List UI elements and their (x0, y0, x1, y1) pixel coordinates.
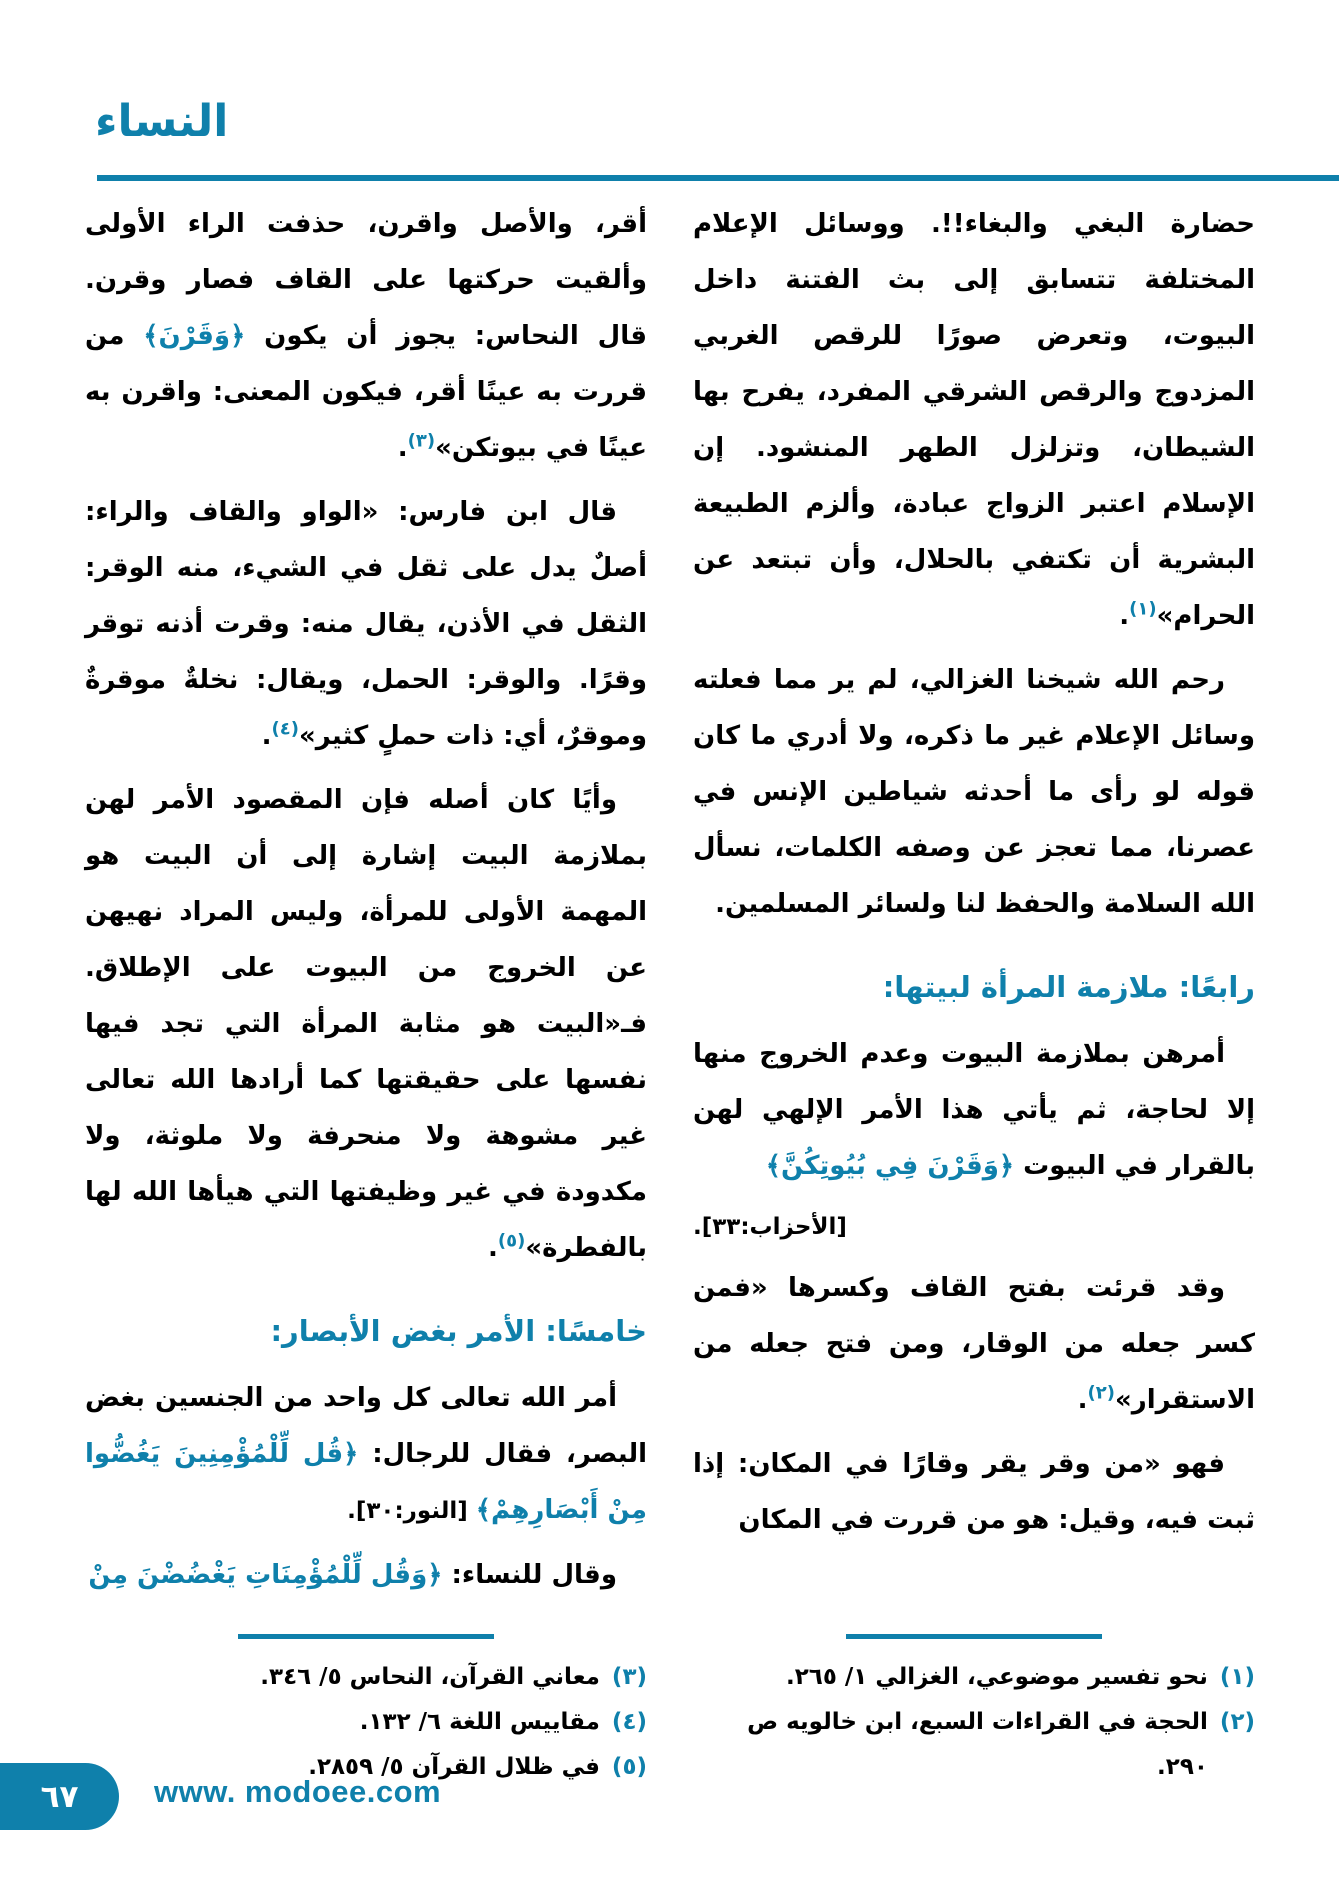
quran-verse: ﴿وَقَرْنَ﴾ (143, 321, 246, 351)
text-run: أمرهن بملازمة البيوت وعدم الخروج منها إلا لحاجة، ثم يأتي هذا الأمر الإلهي لهن بالقرار في البيوت (693, 1039, 1255, 1181)
footnote-number: (٥) (611, 1754, 647, 1780)
footnote-marker: (٣) (407, 430, 436, 452)
footnote-number: (٣) (611, 1664, 647, 1690)
footnote-text: الحجة في القراءات السبع، ابن خالويه ص ٢٩٠. (747, 1709, 1208, 1780)
text-columns (84, 196, 1255, 1790)
quran-verse: ﴿وَقُل لِّلْمُؤْمِنَاتِ يَغْضُضْنَ مِنْ (88, 1560, 443, 1590)
body-paragraph (85, 484, 647, 764)
footnote (693, 1655, 1255, 1700)
website-url: www. modoee.com (154, 1774, 442, 1809)
footnote-separator (238, 1634, 494, 1639)
page-header (0, 0, 1339, 185)
footnotes (693, 1628, 1255, 1790)
footnote-number: (١) (1219, 1664, 1255, 1690)
body-paragraph (85, 1370, 647, 1539)
page-number: ٦٧ (40, 1778, 79, 1815)
body-paragraph (85, 1547, 647, 1603)
body-paragraph (693, 1026, 1255, 1194)
text-run: رحم الله شيخنا الغزالي، لم ير مما فعلته وسائل الإعلام غير ما ذكره، ولا أدري ما كان قوله لو رأى ما أحدثه شياطين الإنس في عصرنا، مما تعجز عن وصفه الكلمات، نسأل الله السلامة والحفظ لنا ولسائر المسلمين. (693, 665, 1255, 919)
verse-citation: [النور:٣٠]. (347, 1498, 476, 1524)
text-run: . (1077, 1385, 1088, 1415)
footnotes (85, 1628, 647, 1790)
text-run: وأيًا كان أصله فإن المقصود الأمر لهن بملازمة البيت إشارة إلى أن البيت هو المهمة الأولى للمرأة، وليس المراد نهيهن عن الخروج من البيوت على الإطلاق. فـ«البيت هو مثابة المرأة التي تجد فيها نفسها على حقيقتها كما أرادها الله تعالى غير مشوهة ولا منحرفة ولا ملوثة، ولا مكدودة في غير وظيفتها التي هيأها الله لها بالفطرة» (85, 785, 647, 1263)
footnote-marker: (٤) (271, 718, 299, 740)
footnote-marker: (٢) (1087, 1382, 1115, 1404)
body-paragraph (693, 196, 1255, 644)
footnote-text: نحو تفسير موضوعي، الغزالي ١/ ٢٦٥. (786, 1664, 1208, 1690)
text-run: من قررت به عينًا أقر، فيكون المعنى: واقرن به عينًا في بيوتكن» (85, 321, 647, 463)
running-title: النساء (95, 96, 229, 147)
header-rule (97, 175, 1339, 181)
footnote (85, 1700, 647, 1745)
right-column (693, 196, 1255, 1790)
body-paragraph (693, 1436, 1255, 1548)
footnote-marker: (١) (1129, 598, 1157, 620)
section-heading: رابعًا: ملازمة المرأة لبيتها: (882, 970, 1255, 1004)
text-run: وقال للنساء: (442, 1560, 617, 1590)
footnote-text: في ظلال القرآن ٥/ ٢٨٥٩. (308, 1754, 600, 1780)
text-run: . (261, 721, 272, 751)
body-paragraph (693, 1260, 1255, 1428)
footnote-marker: (٥) (497, 1230, 526, 1252)
text-run: قال ابن فارس: «الواو والقاف والراء: أصلٌ يدل على ثقل في الشيء، منه الوقر: الثقل في الأذن، يقال منه: وقرت أذنه توقر وقرًا. والوقر: الحمل، ويقال: نخلةٌ موقرةٌ وموقرٌ، أي: ذات حملٍ كثير» (85, 497, 647, 751)
text-run: حضارة البغي والبغاء!!. ووسائل الإعلام المختلفة تتسابق إلى بث الفتنة داخل البيوت، وتعرض صورًا للرقص الغربي المزدوج والرقص الشرقي المفرد، يفرح بها الشيطان، وتزلزل الطهر المنشود. إن الإسلام اعتبر الزواج عبادة، وألزم الطبيعة البشرية أن تكتفي بالحلال، وأن تبتعد عن الحرام» (693, 209, 1255, 631)
quran-verse: ﴿قُل لِّلْمُؤْمِنِينَ يَغُضُّوا مِنْ أَبْصَارِهِمْ﴾ (85, 1439, 647, 1525)
body-paragraph (693, 652, 1255, 932)
footnote (693, 1700, 1255, 1790)
body-paragraph (85, 196, 647, 476)
text-run: وقد قرئت بفتح القاف وكسرها «فمن كسر جعله من الوقار، ومن فتح جعله من الاستقرار» (693, 1273, 1255, 1415)
footnote (85, 1655, 647, 1700)
text-run: . (487, 1233, 498, 1263)
text-run: . (1119, 601, 1130, 631)
footnote-separator (846, 1634, 1102, 1639)
footnote-number: (٢) (1219, 1709, 1255, 1735)
text-run: . (397, 433, 408, 463)
text-run: فهو «من وقر يقر وقارًا في المكان: إذا ثبت فيه، وقيل: هو من قررت في المكان (693, 1449, 1255, 1535)
page-number-badge (0, 1763, 119, 1830)
quran-verse: ﴿وَقَرْنَ فِي بُيُوتِكُنَّ﴾ (765, 1151, 1015, 1181)
text-run: أقر، والأصل واقرن، حذفت الراء الأولى وألقيت حركتها على القاف فصار وقرن. قال النحاس: يجوز أن يكون (85, 209, 647, 351)
left-column (85, 196, 647, 1790)
body-paragraph (85, 772, 647, 1276)
footnote-text: معاني القرآن، النحاس ٥/ ٣٤٦. (260, 1664, 600, 1690)
verse-citation: [الأحزاب:٣٣]. (693, 1214, 847, 1240)
text-run: أمر الله تعالى كل واحد من الجنسين بغض البصر، فقال للرجال: (85, 1383, 647, 1469)
footnote-text: مقاييس اللغة ٦/ ١٣٢. (359, 1709, 600, 1735)
footnote-number: (٤) (611, 1709, 647, 1735)
section-heading: خامسًا: الأمر بغض الأبصار: (270, 1314, 647, 1348)
